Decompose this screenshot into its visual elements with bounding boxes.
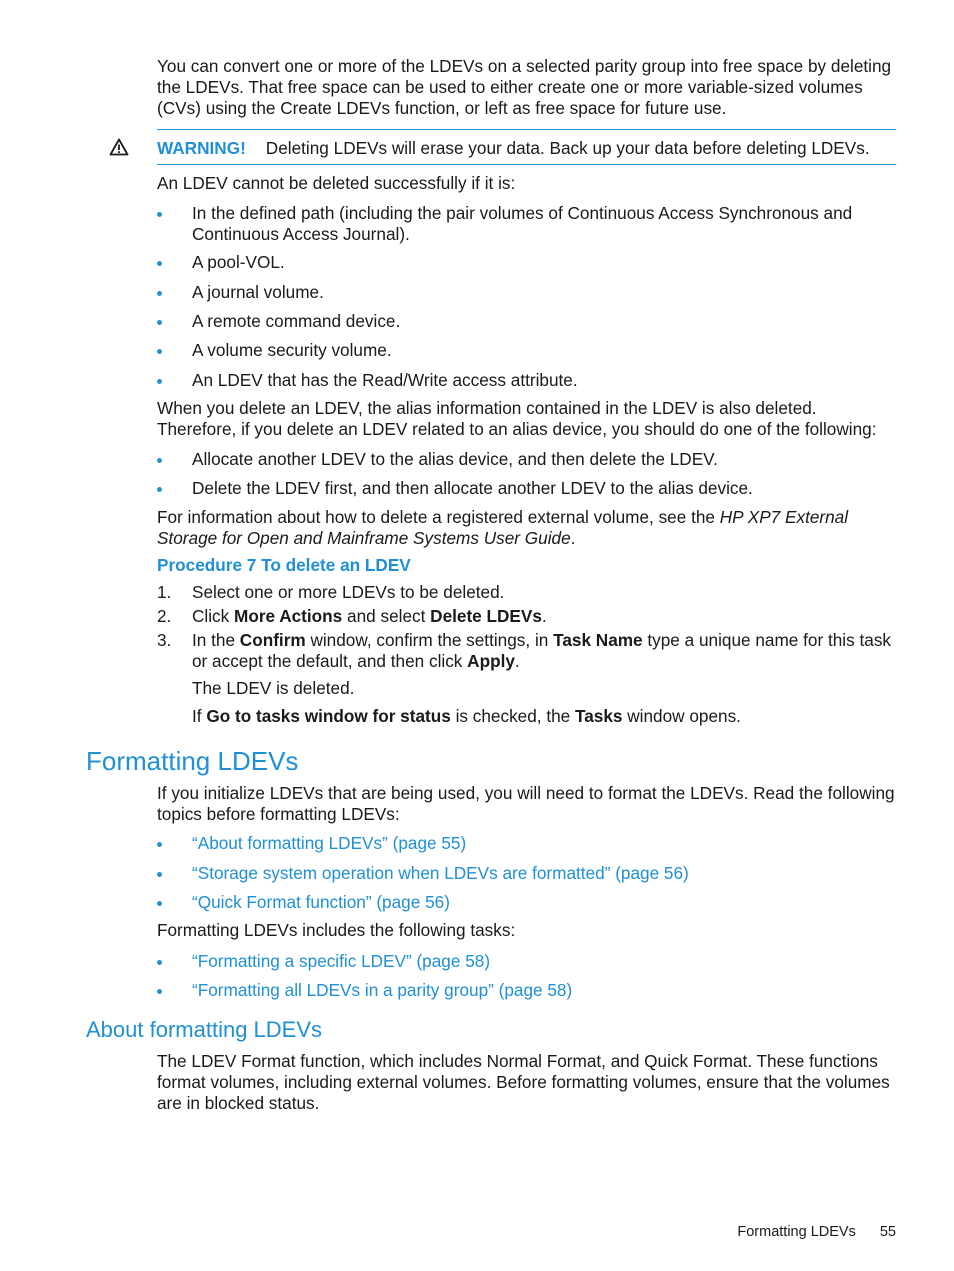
list-item: An LDEV that has the Read/Write access attribute. (157, 370, 899, 391)
list-item: A pool-VOL. (157, 252, 899, 273)
formatting-tasks-intro: Formatting LDEVs includes the following tasks: (157, 920, 516, 940)
section-heading-formatting: Formatting LDEVs (86, 746, 299, 776)
external-volume-paragraph: For information about how to delete a registered external volume, see the HP XP7 External Storage for Open and Mainframe Systems User Guide. (157, 507, 849, 548)
step-2: 2. Click More Actions and select Delete LDEVs. (157, 606, 547, 626)
about-formatting-paragraph: The LDEV Format function, which includes Normal Format, and Quick Format. These functions format volumes, including external volumes. Before formatting volumes, ensure that the volumes are in blocked status. (157, 1051, 890, 1113)
warning-text: Deleting LDEVs will erase your data. Back up your data before deleting LDEVs. (265, 138, 870, 158)
guide-title: HP XP7 External Storage for Open and Mainframe Systems User Guide (157, 507, 849, 548)
link-quick-format[interactable]: “Quick Format function” (page 56) (192, 892, 450, 912)
list-item (157, 833, 899, 854)
procedure-title: Procedure 7 To delete an LDEV (157, 555, 411, 575)
list-item: Delete the LDEV first, and then allocate another LDEV to the alias device. (157, 478, 899, 499)
warning-triangle-icon (109, 138, 129, 156)
alias-paragraph: When you delete an LDEV, the alias information contained in the LDEV is also deleted. Therefore, if you delete an LDEV related to an alias device, you should do one of the following: (157, 398, 877, 439)
footer-section-title: Formatting LDEVs (737, 1224, 856, 1240)
link-formatting-all-ldevs[interactable]: “Formatting all LDEVs in a parity group” (page 58) (192, 980, 573, 1000)
list-item (157, 951, 899, 972)
warning-bottom-rule (157, 164, 896, 165)
step-3: 3. In the Confirm window, confirm the settings, in Task Name type a unique name for this task or accept the default, and then click Apply. (157, 630, 892, 671)
step-1: 1. Select one or more LDEVs to be deleted. (157, 582, 505, 602)
list-item (157, 863, 899, 884)
page-number: 55 (879, 1224, 896, 1240)
list-item: Allocate another LDEV to the alias device, and then delete the LDEV. (157, 449, 899, 470)
cannot-delete-intro: An LDEV cannot be deleted successfully if it is: (157, 173, 516, 193)
warning-top-rule (157, 129, 896, 130)
list-item: A remote command device. (157, 311, 899, 332)
page-footer (737, 1222, 896, 1243)
intro-paragraph: You can convert one or more of the LDEVs on a selected parity group into free space by deleting the LDEVs. That free space can be used to either create one or more variable-sized volumes (CVs) using the Create LDEVs function, or left as free space for future use. (157, 56, 892, 118)
link-formatting-specific-ldev[interactable]: “Formatting a specific LDEV” (page 58) (192, 951, 491, 971)
section-heading-about-formatting: About formatting LDEVs (86, 1017, 323, 1042)
warning-label: WARNING! (157, 138, 246, 158)
warning-note (157, 138, 899, 159)
link-storage-system-operation[interactable]: “Storage system operation when LDEVs are formatted” (page 56) (192, 863, 689, 883)
formatting-intro: If you initialize LDEVs that are being used, you will need to format the LDEVs. Read the following topics before formatting LDEVs: (157, 783, 895, 824)
step-result: The LDEV is deleted. (192, 678, 355, 698)
link-about-formatting[interactable]: “About formatting LDEVs” (page 55) (192, 833, 467, 853)
list-item: In the defined path (including the pair volumes of Continuous Access Synchronous and Continuous Access Journal). (157, 203, 899, 245)
step-result-tasks: If Go to tasks window for status is checked, the Tasks window opens. (192, 706, 741, 726)
list-item (157, 980, 899, 1001)
list-item: A journal volume. (157, 282, 899, 303)
list-item (157, 892, 899, 913)
list-item: A volume security volume. (157, 340, 899, 361)
